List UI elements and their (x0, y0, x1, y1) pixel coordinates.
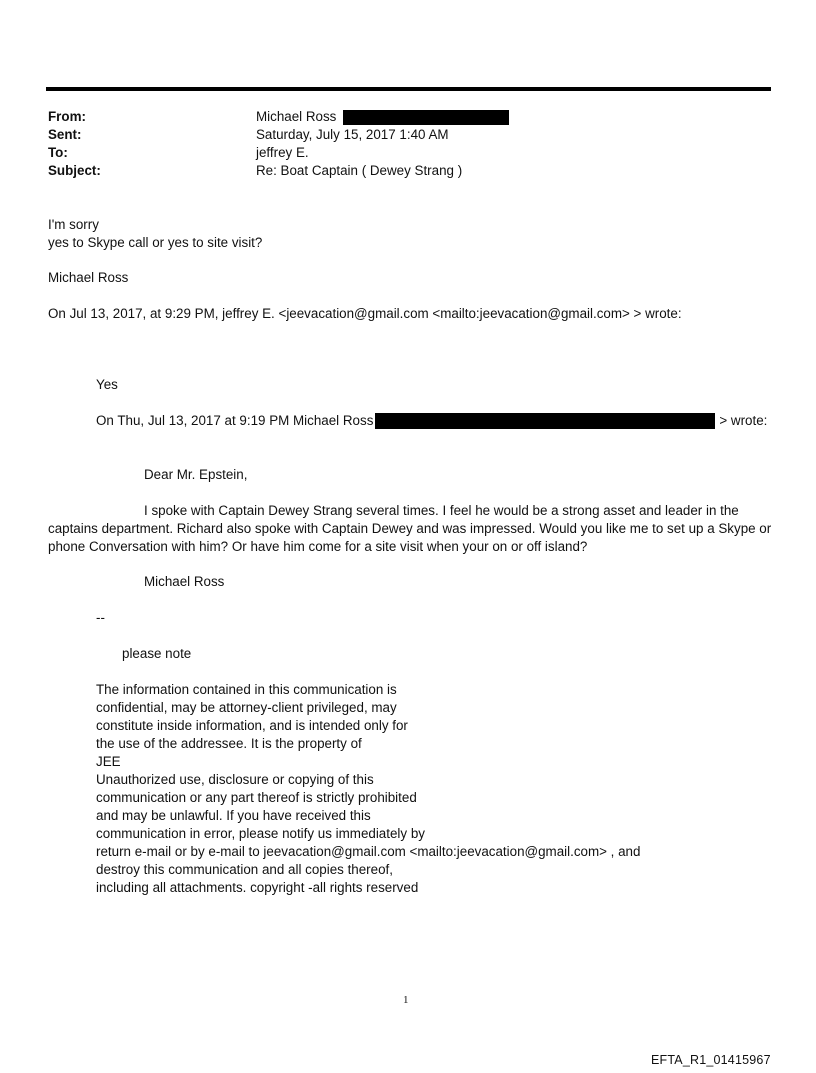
page-number: 1 (403, 994, 409, 1006)
message-body-text: I spoke with Captain Dewey Strang several times. I feel he would be a strong asset and leader in the captains department. Richard also spoke with Captain Dewey and was impressed. Would you like me to set up a Skype or phone Conversation with him? Or have him come for a site visit when your on or off island? (48, 503, 772, 554)
subject-label: Subject: (48, 163, 101, 178)
bates-number: EFTA_R1_01415967 (651, 1053, 771, 1067)
message-body (48, 502, 772, 556)
header-rule (46, 87, 771, 91)
disclaimer-line: communication in error, please notify us immediately by (96, 826, 425, 841)
sent-value: Saturday, July 15, 2017 1:40 AM (256, 127, 449, 142)
reply-line-1: I'm sorry (48, 217, 99, 232)
quoted-yes: Yes (96, 377, 118, 392)
from-value (256, 108, 509, 126)
quoted-signature: Michael Ross (144, 574, 225, 589)
redaction-block (375, 413, 715, 429)
disclaimer-line: destroy this communication and all copies thereof, (96, 862, 393, 877)
redaction-block (343, 110, 509, 125)
disclaimer-line: return e-mail or by e-mail to jeevacation@gmail.com <mailto:jeevacation@gmail.com> , and (96, 844, 641, 859)
disclaimer-line: constitute inside information, and is intended only for (96, 718, 408, 733)
sent-label: Sent: (48, 127, 82, 142)
disclaimer-line: including all attachments. copyright -all rights reserved (96, 880, 419, 895)
to-label: To: (48, 145, 68, 160)
disclaimer-line: Unauthorized use, disclosure or copying of this (96, 772, 374, 787)
signature-separator: -- (96, 610, 105, 625)
reply-line-2: yes to Skype call or yes to site visit? (48, 235, 263, 250)
disclaimer-line: the use of the addressee. It is the property of (96, 736, 362, 751)
to-value: jeffrey E. (256, 145, 309, 160)
quoted-intro-prefix: On Thu, Jul 13, 2017 at 9:19 PM Michael Ross (96, 413, 374, 428)
greeting: Dear Mr. Epstein, (144, 467, 248, 482)
quoted-intro (96, 412, 767, 430)
reply-signature: Michael Ross (48, 270, 129, 285)
disclaimer-line: communication or any part thereof is strictly prohibited (96, 790, 417, 805)
quote-intro: On Jul 13, 2017, at 9:29 PM, jeffrey E. <jeevacation@gmail.com <mailto:jeevacation@gmail.com> > wrote: (48, 306, 682, 321)
disclaimer-line: JEE (96, 754, 121, 769)
from-label: From: (48, 109, 86, 124)
disclaimer-line: confidential, may be attorney-client privileged, may (96, 700, 397, 715)
subject-value: Re: Boat Captain ( Dewey Strang ) (256, 163, 463, 178)
please-note: please note (122, 646, 192, 661)
disclaimer-line: The information contained in this communication is (96, 682, 397, 697)
from-name: Michael Ross (256, 109, 337, 124)
disclaimer-line: and may be unlawful. If you have received this (96, 808, 371, 823)
disclaimer-block (96, 681, 746, 897)
quoted-intro-suffix: > wrote: (719, 413, 768, 428)
